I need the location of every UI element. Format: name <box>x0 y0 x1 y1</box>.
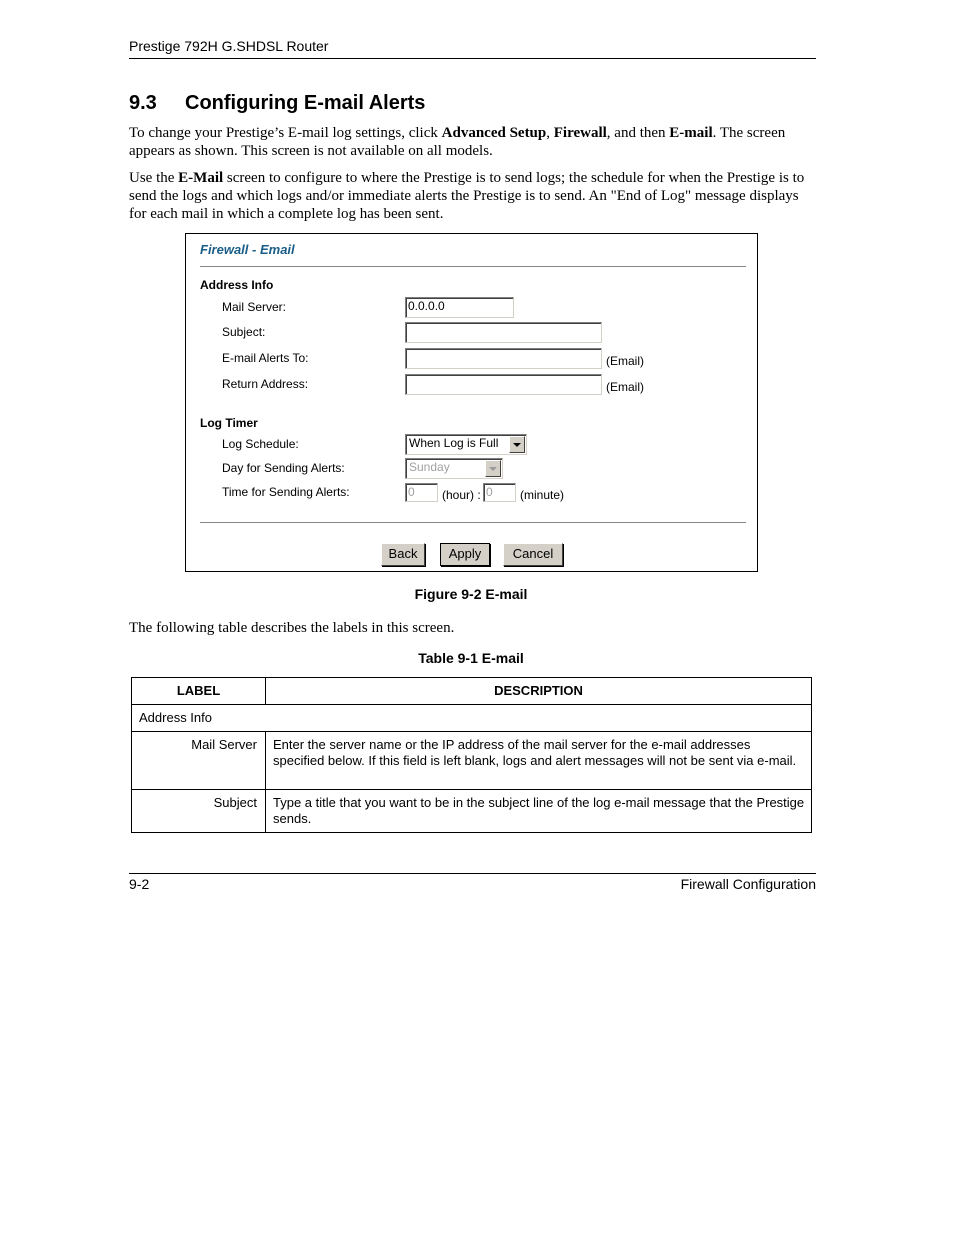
page-footer <box>129 873 816 893</box>
email-screen-figure <box>185 233 758 572</box>
table-cell-label: Mail Server <box>132 732 266 790</box>
screen-title: Firewall - Email <box>200 242 295 257</box>
alerts-to-label: E-mail Alerts To: <box>222 351 309 365</box>
day-for-alerts-label: Day for Sending Alerts: <box>222 461 345 475</box>
hour-unit: (hour) : <box>442 488 481 502</box>
subject-input[interactable] <box>405 322 602 343</box>
log-schedule-label: Log Schedule: <box>222 437 299 451</box>
table-caption: Table 9-1 E-mail <box>418 650 524 666</box>
day-for-alerts-value: Sunday <box>409 460 450 474</box>
alerts-to-unit: (Email) <box>606 354 644 368</box>
cancel-button[interactable]: Cancel <box>503 543 563 566</box>
table-row <box>132 732 812 790</box>
back-button[interactable]: Back <box>381 543 425 566</box>
intro-paragraph-2 <box>129 169 819 223</box>
intro-bold-email: E-mail <box>669 125 713 141</box>
chevron-down-icon[interactable] <box>485 460 501 477</box>
header-title: Prestige 792H G.SHDSL Router <box>129 38 329 54</box>
divider <box>200 522 746 523</box>
intro-text: To change your Prestige’s E-mail log settings, click <box>129 125 442 141</box>
intro-text: screen to configure to where the Prestige is to send logs; the schedule for when the Prestige is to send the logs and which logs and/or immediate alerts the Prestige is to send. An "End of Log" message displays for each mail in which a complete log has been sent. <box>129 170 805 222</box>
day-for-alerts-select[interactable] <box>405 458 503 479</box>
table-group-row <box>132 705 812 732</box>
mail-server-label: Mail Server: <box>222 300 287 314</box>
page-header <box>129 38 816 59</box>
chevron-down-icon[interactable] <box>509 436 525 453</box>
return-address-label: Return Address: <box>222 377 309 391</box>
section-number: 9.3 <box>129 92 157 114</box>
apply-button[interactable]: Apply <box>440 543 490 566</box>
intro-text: , <box>546 125 554 141</box>
intro-bold-email-screen: E-Mail <box>178 170 224 186</box>
intro-paragraph-1 <box>129 124 819 160</box>
table-header-label: LABEL <box>132 678 266 705</box>
email-label-table <box>131 677 812 833</box>
table-group-cell: Address Info <box>132 705 812 732</box>
table-header-row <box>132 678 812 705</box>
divider <box>200 266 746 267</box>
hour-input[interactable]: 0 <box>405 483 438 502</box>
footer-page-number: 9-2 <box>129 876 150 892</box>
return-address-input[interactable] <box>405 374 602 395</box>
intro-bold-advanced-setup: Advanced Setup <box>441 125 547 141</box>
section-title: Configuring E-mail Alerts <box>185 92 426 114</box>
table-row <box>132 790 812 833</box>
alerts-to-input[interactable] <box>405 348 602 369</box>
table-cell-description: Type a title that you want to be in the subject line of the log e-mail message that the Prestige sends. <box>266 790 812 833</box>
minute-input[interactable]: 0 <box>483 483 516 502</box>
figure-caption: Figure 9-2 E-mail <box>414 586 528 602</box>
intro-text: . The screen appears as shown. This screen is not available on all models. <box>129 125 786 159</box>
table-intro: The following table describes the labels in this screen. <box>129 620 455 636</box>
log-schedule-value: When Log is Full <box>409 436 499 450</box>
address-info-heading: Address Info <box>200 278 274 292</box>
minute-unit: (minute) <box>520 488 565 502</box>
log-timer-heading: Log Timer <box>200 416 258 430</box>
table-cell-label: Subject <box>132 790 266 833</box>
footer-chapter: Firewall Configuration <box>680 876 816 892</box>
table-header-description: DESCRIPTION <box>266 678 812 705</box>
return-address-unit: (Email) <box>606 380 644 394</box>
intro-bold-firewall: Firewall <box>553 125 607 141</box>
subject-label: Subject: <box>222 325 266 339</box>
section-heading <box>129 90 425 116</box>
log-schedule-select[interactable] <box>405 434 527 455</box>
time-for-alerts-label: Time for Sending Alerts: <box>222 485 350 499</box>
table-cell-description: Enter the server name or the IP address of the mail server for the e-mail addresses specified below. If this field is left blank, logs and alert messages will not be sent via e-mail. <box>266 732 812 790</box>
intro-text: Use the <box>129 170 179 186</box>
mail-server-input[interactable]: 0.0.0.0 <box>405 297 514 318</box>
intro-text: , and then <box>606 125 670 141</box>
